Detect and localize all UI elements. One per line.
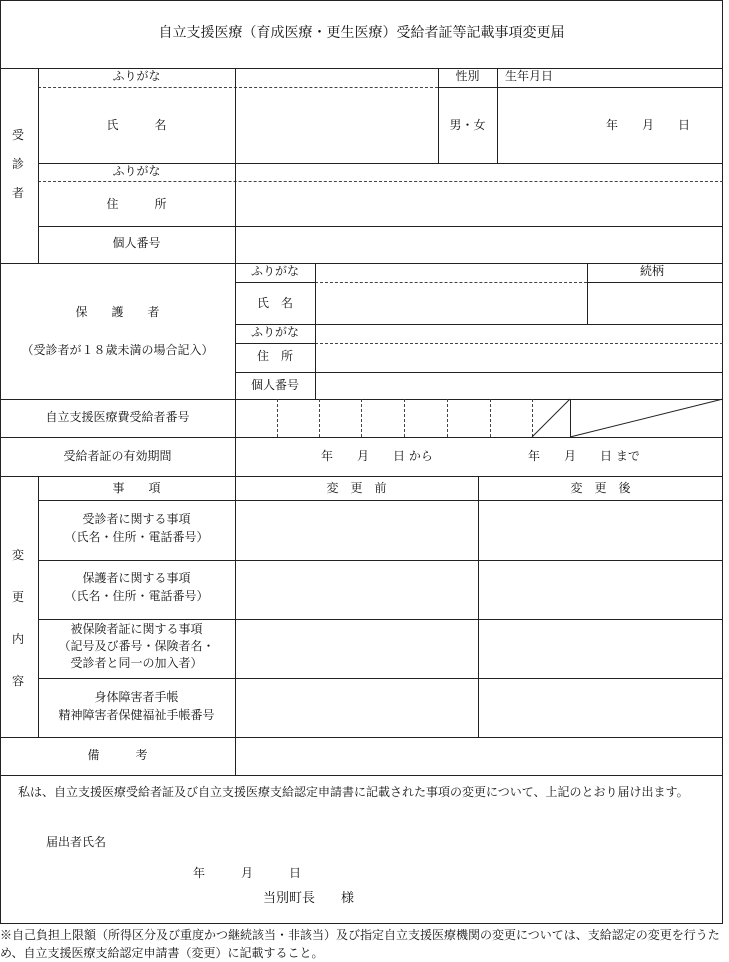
guardian-furigana-label: ふりがな — [250, 264, 299, 278]
addressee: 当別町長 様 — [263, 891, 355, 906]
dob-label: 生年月日 — [505, 69, 554, 83]
change-after-field[interactable] — [479, 502, 721, 559]
guardian-mynumber-label: 個人番号 — [250, 378, 299, 392]
col-item-header: 事 項 — [112, 481, 161, 495]
recipient-number-field[interactable] — [236, 401, 532, 436]
remarks-field[interactable] — [236, 739, 721, 774]
guardian-furigana2-label: ふりがな — [250, 325, 299, 339]
patient-section-char: 者 — [12, 186, 25, 200]
changes-section-char: 容 — [12, 674, 25, 688]
change-before-field[interactable] — [236, 562, 477, 618]
patient-furigana-field[interactable] — [236, 70, 436, 86]
form-title: 自立支援医療（育成医療・更生医療）受給者証等記載事項変更届 — [158, 25, 565, 41]
change-item-line: （氏名・住所・電話番号） — [64, 589, 209, 603]
applicant-name-field[interactable] — [125, 832, 485, 852]
guardian-label: 保 護 者 — [75, 305, 160, 319]
gender-value[interactable]: 男・女 — [449, 118, 486, 132]
declaration-text: 私は、自立支援医療受給者証及び自立支援医療支給認定申請書に記載された事項の変更について、上記のとおり届け出ます。 — [6, 785, 689, 799]
patient-furigana2-label: ふりがな — [112, 164, 161, 178]
change-item-line: 受診者に関する事項 — [82, 512, 191, 526]
guardian-address-field[interactable] — [316, 345, 721, 371]
guardian-address-label: 住 所 — [256, 349, 293, 363]
footnote: ※自己負担上限額（所得区分及び重度かつ継続該当・非該当）及び指定自立支援医療機関の変更については、支給認定の変更を行うため、自立支援医療支給認定申請書（変更）に記載すること。 — [0, 928, 720, 960]
patient-mynumber-label: 個人番号 — [112, 236, 161, 250]
validity-label: 受給者証の有効期間 — [63, 449, 172, 463]
validity-to[interactable]: 年 月 日 まで — [528, 449, 640, 463]
patient-address-field[interactable] — [236, 183, 721, 225]
patient-name-label: 氏 名 — [106, 118, 167, 132]
guardian-relation-label: 続柄 — [640, 264, 665, 278]
col-after-header: 変 更 後 — [570, 481, 631, 495]
applicant-label: 届出者氏名 — [46, 835, 107, 849]
patient-address-label: 住 所 — [106, 197, 167, 211]
gender-label: 性別 — [455, 69, 480, 83]
change-before-field[interactable] — [236, 502, 477, 559]
change-item-line: 被保険者証に関する事項 — [70, 622, 203, 636]
patient-section-char: 診 — [12, 157, 25, 171]
col-before-header: 変 更 前 — [326, 481, 387, 495]
guardian-relation-field[interactable] — [588, 284, 721, 323]
change-item-line: 受診者と同一の加入者） — [70, 656, 203, 670]
guardian-note: （受診者が１８歳未満の場合記入） — [21, 343, 214, 357]
remarks-label: 備 考 — [87, 748, 148, 762]
change-before-field[interactable] — [236, 621, 477, 677]
change-after-field[interactable] — [479, 680, 721, 736]
recipient-number-label: 自立支援医療費受給者番号 — [45, 410, 190, 424]
change-item-line: 身体障害者手帳 — [94, 690, 179, 704]
patient-mynumber-field[interactable] — [236, 228, 721, 262]
dob-value[interactable]: 年 月 日 — [606, 118, 691, 132]
change-after-field[interactable] — [479, 562, 721, 618]
patient-section-char: 受 — [12, 128, 25, 142]
change-item-line: 精神障害者保健福祉手帳番号 — [58, 708, 215, 722]
change-before-field[interactable] — [236, 680, 477, 736]
changes-section-char: 更 — [12, 590, 25, 604]
changes-section-char: 内 — [12, 632, 25, 646]
declaration-date[interactable]: 年 月 日 — [193, 866, 302, 880]
validity-from[interactable]: 年 月 日 から — [321, 449, 433, 463]
change-item-line: （氏名・住所・電話番号） — [64, 530, 209, 544]
changes-section-char: 変 — [12, 548, 25, 562]
change-item-line: 保護者に関する事項 — [82, 571, 191, 585]
patient-name-field[interactable] — [236, 90, 436, 160]
guardian-name-label: 氏 名 — [256, 296, 293, 310]
change-item-line: （記号及び番号・保険者名・ — [58, 639, 215, 653]
guardian-mynumber-field[interactable] — [316, 374, 721, 398]
change-after-field[interactable] — [479, 621, 721, 677]
patient-furigana-label: ふりがな — [112, 69, 161, 83]
guardian-name-field[interactable] — [316, 284, 586, 323]
